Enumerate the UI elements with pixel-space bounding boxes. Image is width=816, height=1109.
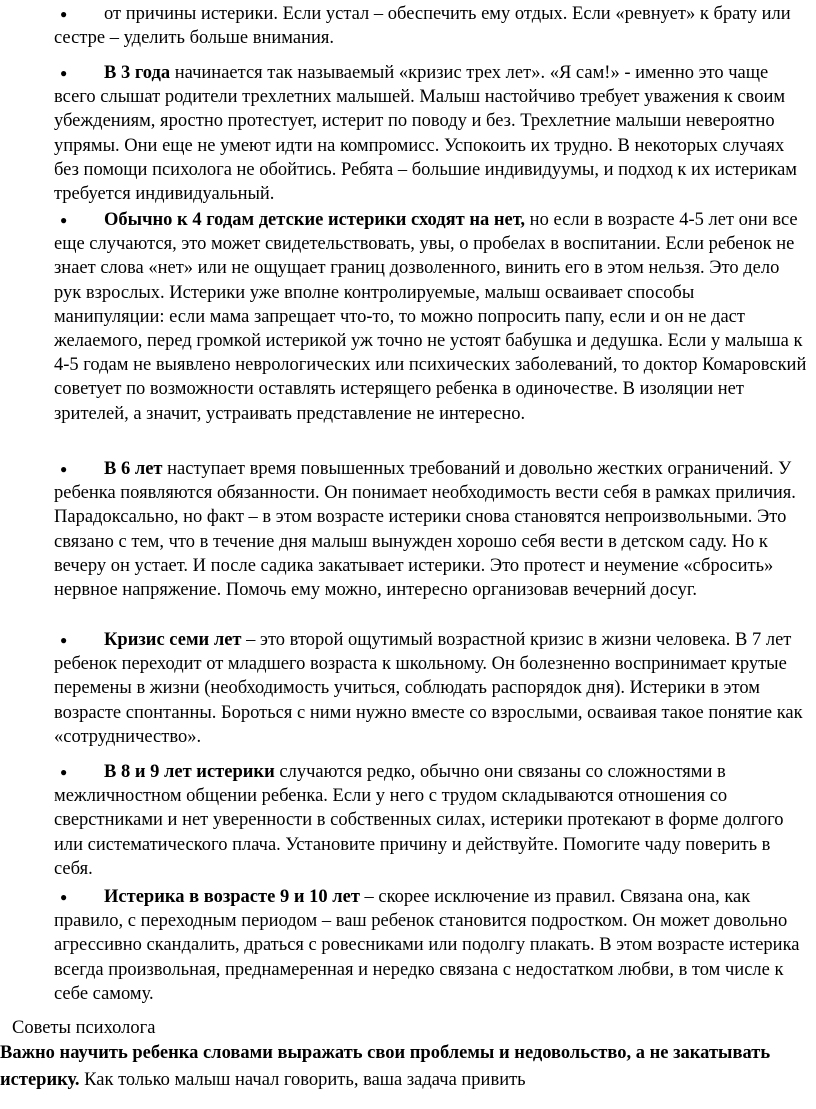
section-heading: Советы психолога bbox=[12, 1018, 156, 1038]
list-item: ● В 3 года начинается так называемый «кризис трех лет». «Я сам!» - именно это чаще всего слышат родители трехлетних малышей. Малыш настойчиво требует уважения к своим убеждениям, яростно протестует, истерит по поводу и без. Трехлетние малыши невероятно упрямы. Они еще не умеют идти на компромисс. Успокоить их трудно. В некоторых случаях без помощи психолога не обойтись. Ребята – большие индивидуумы, и подход к их истерикам требуется индивидуальный. bbox=[54, 63, 798, 205]
bullet-icon: ● bbox=[60, 462, 68, 476]
advice-paragraph: Важно научить ребенка словами выражать свои проблемы и недовольство, а не закатывать истерику. Как только малыш начал говорить, ваша задача привить bbox=[0, 1043, 771, 1090]
list-item: ● Истерика в возрасте 9 и 10 лет – скорее исключение из правил. Связана она, как правило, с переходным периодом – ваш ребенок становится подростком. Он может довольно агрессивно скандалить, драться с ровесниками или подолгу плакать. В этом возрасте истерика всегда произвольная, преднамеренная и нередко связана с недостатком любви, в том числе к себе самому. bbox=[54, 887, 800, 1004]
list-item: ● от причины истерики. Если устал – обеспечить ему отдых. Если «ревнует» к брату или сестре – уделить больше внимания. bbox=[54, 4, 791, 49]
bullet-icon: ● bbox=[60, 66, 68, 80]
bullet-icon: ● bbox=[60, 890, 68, 904]
bullet-icon: ● bbox=[60, 213, 68, 227]
bullet-icon: ● bbox=[60, 633, 68, 647]
bullet-icon: ● bbox=[60, 765, 68, 779]
list-item: ● В 8 и 9 лет истерики случаются редко, обычно они связаны со сложностями в межличностном общении ребенка. Если у него с трудом складываются отношения со сверстниками и нет уверенности в собственных силах, истерики протекают в форме долгого или систематического плача. Установите причину и действуйте. Помогите чаду поверить в себя. bbox=[54, 762, 784, 879]
bullet-icon: ● bbox=[60, 7, 68, 21]
list-item: ● В 6 лет наступает время повышенных требований и довольно жестких ограничений. У ребенка появляются обязанности. Он понимает необходимость вести себя в рамках приличия. Парадоксально, но факт – в этом возрасте истерики снова становятся непроизвольными. Это связано с тем, что в течение дня малыш вынужден хорошо себя вести в детском саду. Но к вечеру он устает. И после садика закатывает истерики. Это протест и неумение «сбросить» нервное напряжение. Помочь ему можно, интересно организовав вечерний досуг. bbox=[54, 459, 796, 601]
list-item: ● Обычно к 4 годам детские истерики сходят на нет, но если в возрасте 4-5 лет они все еще случаются, это может свидетельствовать, увы, о пробелах в воспитании. Если ребенок не знает слова «нет» или не ощущает границ дозволенного, винить его в этом нельзя. Это дело рук взрослых. Истерики уже вполне контролируемые, малыш осваивает способы манипуляции: если мама запрещает что-то, то можно попросить папу, если и он не даст желаемого, перед громкой истерикой уж точно не устоят бабушка и дедушка. Если у малыша к 4-5 годам не выявлено неврологических или психических заболеваний, то доктор Комаровский советует по возможности оставлять истерящего ребенка в одиночестве. В изоляции нет зрителей, а значит, устраивать представление не интересно. bbox=[54, 210, 807, 424]
list-item: ● Кризис семи лет – это второй ощутимый возрастной кризис в жизни человека. В 7 лет ребенок переходит от младшего возраста к школьному. Он болезненно воспринимает крутые перемены в жизни (необходимость учиться, соблюдать распорядок дня). Истерики в этом возрасте спонтанны. Бороться с ними нужно вместе со взрослыми, осваивая такое понятие как «сотрудничество». bbox=[54, 630, 803, 747]
